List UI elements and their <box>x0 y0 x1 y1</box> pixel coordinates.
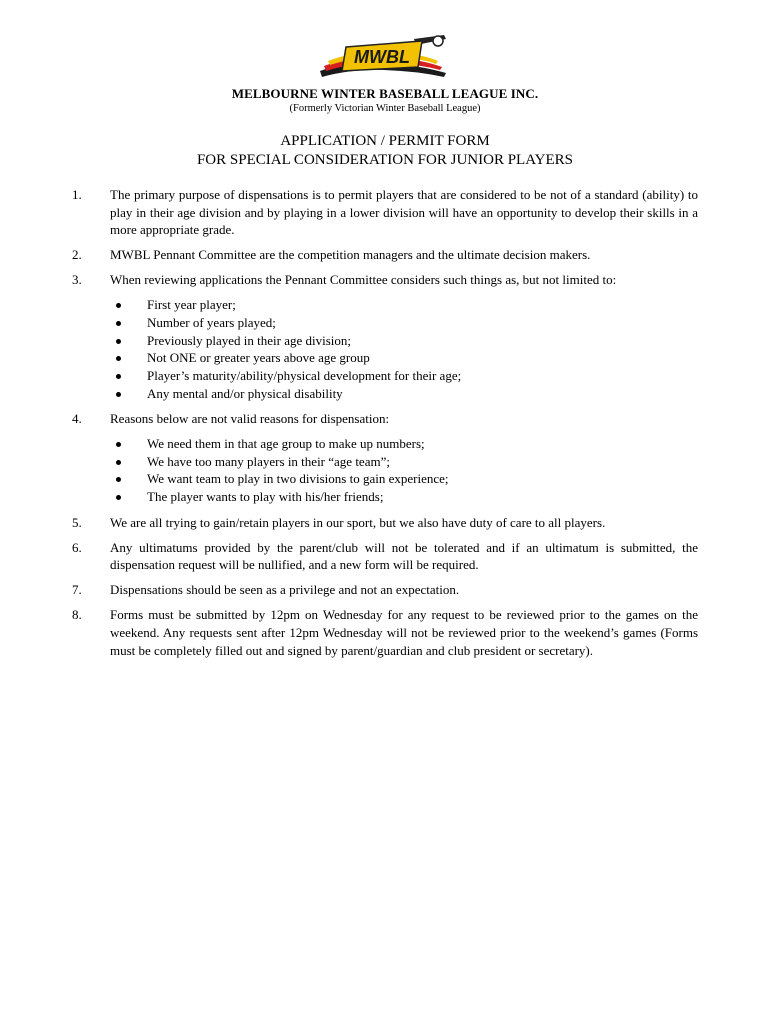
bullet-item <box>110 296 698 314</box>
list-item <box>72 271 698 402</box>
form-subtitle: FOR SPECIAL CONSIDERATION FOR JUNIOR PLAYERS <box>196 152 574 168</box>
bullet-icon <box>116 356 121 361</box>
item-number: 4. <box>72 411 82 427</box>
item-text: Reasons below are not valid reasons for dispensation: <box>110 411 390 427</box>
item-number: 2. <box>72 247 82 263</box>
mwbl-logo <box>318 33 450 85</box>
bullet-text: First year player; <box>147 296 236 312</box>
item-number: 1. <box>72 187 82 202</box>
organisation-name: MELBOURNE WINTER BASEBALL LEAGUE INC. <box>231 86 539 101</box>
item-text: The primary purpose of dispensations is to permit players that are considered to be not of a standard (ability) to play in their age division and by playing in a lower division will have an opportunity to develop their skills in a more appropriate grade. <box>110 187 698 238</box>
item-number: 7. <box>72 582 82 598</box>
form-title: APPLICATION / PERMIT FORM <box>280 133 490 149</box>
item-number: 5. <box>72 514 82 530</box>
item-number: 8. <box>72 607 82 623</box>
bullet-text: Any mental and/or physical disability <box>147 385 343 401</box>
item-text: Dispensations should be seen as a privilege and not an expectation. <box>110 582 460 598</box>
bullet-item <box>110 314 698 332</box>
bullet-text: We need them in that age group to make up numbers; <box>147 435 425 451</box>
bullet-icon <box>116 374 121 379</box>
list-item <box>72 581 698 599</box>
bullet-icon <box>116 321 121 326</box>
bullet-text: Number of years played; <box>147 314 276 330</box>
bullet-text: The player wants to play with his/her friends; <box>147 489 384 505</box>
item-number: 6. <box>72 539 82 555</box>
bullet-item <box>110 349 698 367</box>
item-text: Forms must be submitted by 12pm on Wednesday for any request to be reviewed prior to the games on the weekend. Any requests sent after 12pm Wednesday will not be reviewed prior to the weekend’s games (Forms must be completely filled out and signed by parent/guardian and club president or secretary). <box>110 607 698 658</box>
organisation-subtitle: (Formerly Victorian Winter Baseball League) <box>289 103 481 114</box>
bullet-text: Player’s maturity/ability/physical development for their age; <box>147 368 462 384</box>
bullet-icon <box>116 442 121 447</box>
bullet-item <box>110 385 698 403</box>
list-item <box>72 606 698 659</box>
bullet-text: Previously played in their age division; <box>147 332 351 348</box>
bullet-text: Not ONE or greater years above age group <box>147 350 370 366</box>
bullet-item <box>110 470 698 488</box>
bullet-list <box>110 435 698 506</box>
item-text: We are all trying to gain/retain players in our sport, but we also have duty of care to all players. <box>110 514 606 530</box>
item-text: MWBL Pennant Committee are the competition managers and the ultimate decision makers. <box>110 247 591 263</box>
list-item <box>72 246 698 264</box>
list-item <box>72 539 698 574</box>
bullet-list <box>110 296 698 403</box>
bullet-item <box>110 332 698 350</box>
bullet-icon <box>116 460 121 465</box>
bullet-text: We have too many players in their “age team”; <box>147 453 390 469</box>
item-text: When reviewing applications the Pennant Committee considers such things as, but not limited to: <box>110 272 617 288</box>
numbered-list <box>72 186 698 667</box>
list-item <box>72 410 698 506</box>
item-text: Any ultimatums provided by the parent/club will not be tolerated and if an ultimatum is submitted, the dispensation request will be nullified, and a new form will be required. <box>110 539 698 573</box>
list-item <box>72 186 698 239</box>
bullet-item <box>110 367 698 385</box>
bullet-text: We want team to play in two divisions to gain experience; <box>147 471 449 487</box>
bullet-item <box>110 453 698 471</box>
bullet-icon <box>116 477 121 482</box>
bullet-icon <box>116 303 121 308</box>
bullet-icon <box>116 495 121 500</box>
bullet-item <box>110 435 698 453</box>
logo-lettering: MWBL <box>354 47 410 67</box>
item-number: 3. <box>72 272 82 288</box>
bullet-item <box>110 488 698 506</box>
bullet-icon <box>116 392 121 397</box>
list-item <box>72 514 698 532</box>
bullet-icon <box>116 339 121 344</box>
